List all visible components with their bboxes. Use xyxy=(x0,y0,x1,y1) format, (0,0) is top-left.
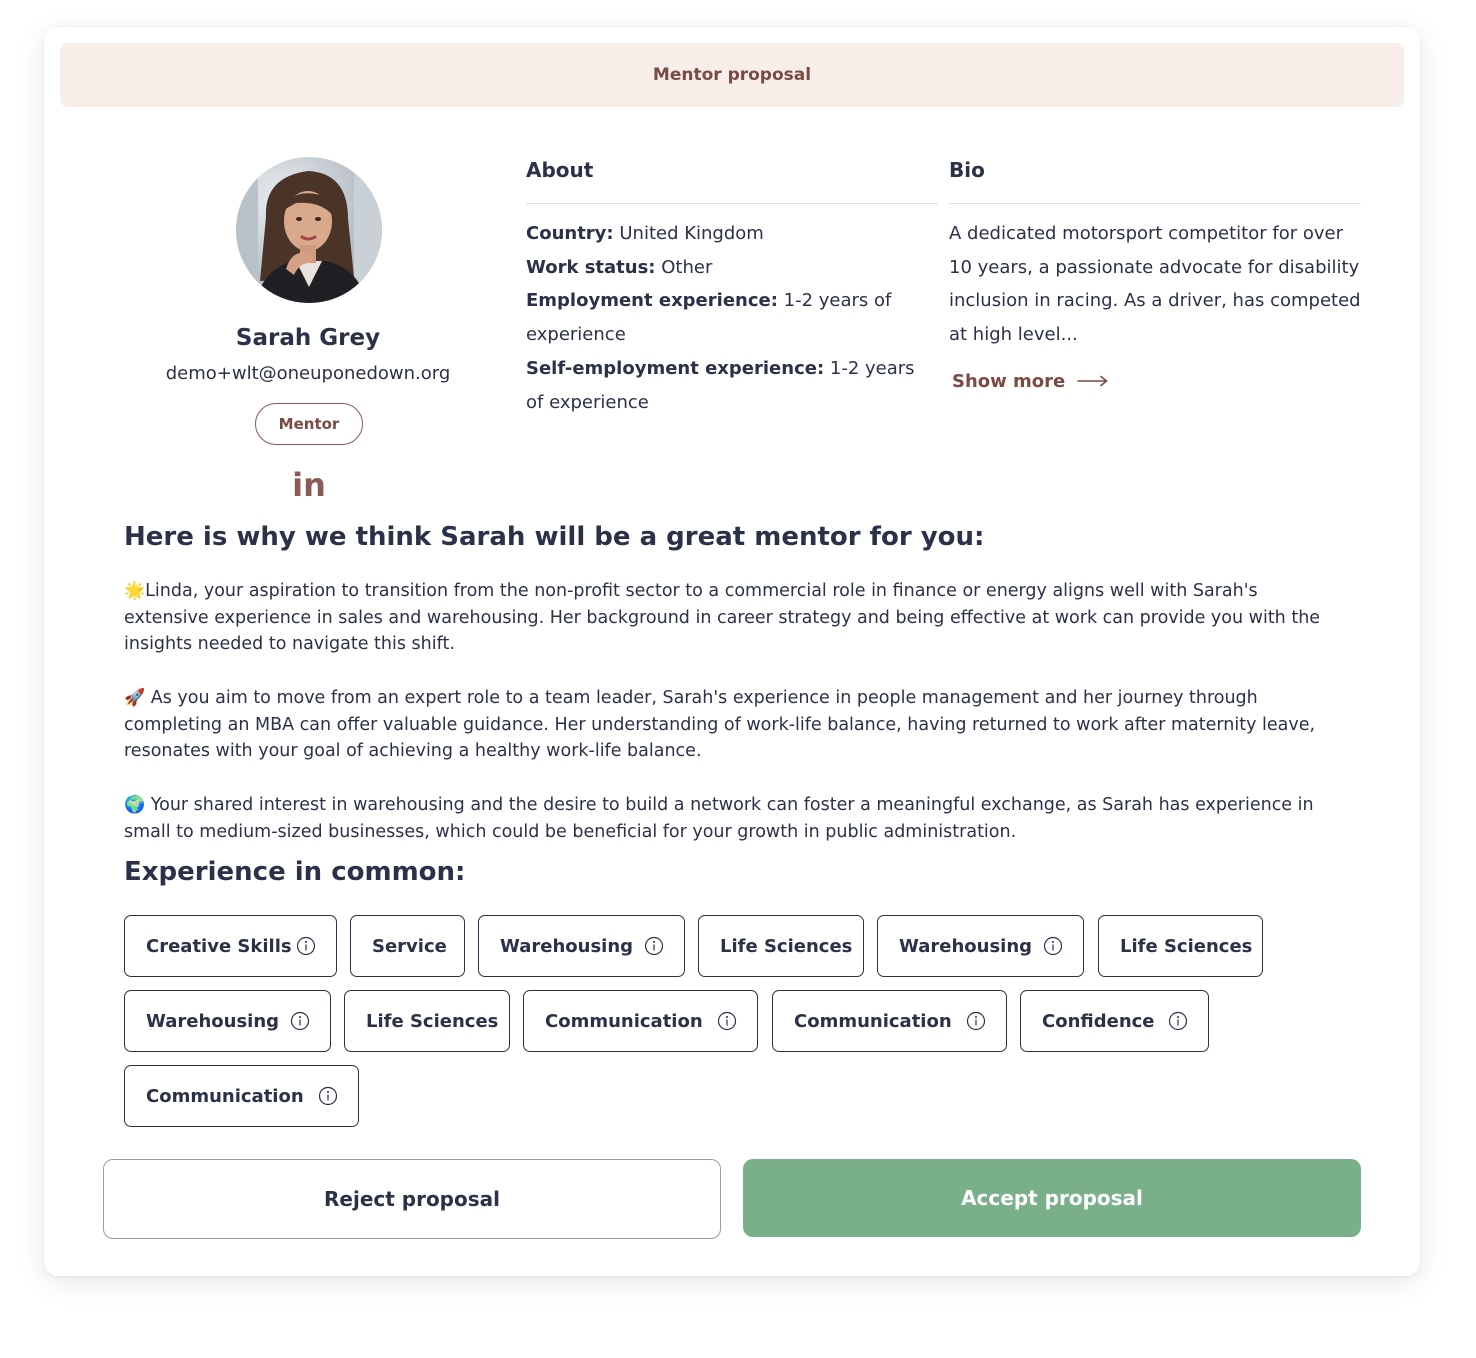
accept-proposal-button[interactable]: Accept proposal xyxy=(743,1159,1361,1237)
tag-label: Life Sciences xyxy=(720,935,853,957)
tag-label: Creative Skills xyxy=(146,935,292,957)
experience-tag[interactable] xyxy=(523,990,758,1052)
star-icon: 🌟 xyxy=(124,581,146,601)
about-details xyxy=(526,217,936,419)
experience-tag[interactable] xyxy=(877,915,1084,977)
rocket-icon: 🚀 xyxy=(124,688,146,708)
mentor-proposal-card xyxy=(44,27,1420,1276)
tag-label: Communication xyxy=(545,1010,703,1032)
experience-tag[interactable] xyxy=(772,990,1007,1052)
tag-label: Life Sciences xyxy=(366,1010,499,1032)
info-icon[interactable] xyxy=(644,936,664,956)
tag-label: Life Sciences xyxy=(1120,935,1253,957)
arrow-right-icon xyxy=(1077,375,1109,387)
experience-tag[interactable] xyxy=(1020,990,1209,1052)
experience-title: Experience in common: xyxy=(124,857,466,887)
banner-title: Mentor proposal xyxy=(60,43,1404,107)
tag-label: Service xyxy=(372,935,447,957)
experience-tag[interactable] xyxy=(124,1065,359,1127)
avatar xyxy=(236,157,382,303)
info-icon[interactable] xyxy=(318,1086,338,1106)
info-icon[interactable] xyxy=(1168,1011,1188,1031)
info-icon[interactable] xyxy=(966,1011,986,1031)
info-icon[interactable] xyxy=(296,936,316,956)
reject-proposal-button[interactable]: Reject proposal xyxy=(103,1159,721,1239)
experience-tag[interactable] xyxy=(344,990,510,1052)
experience-tag[interactable] xyxy=(1098,915,1263,977)
bio-text: A dedicated motorsport competitor for over 10 years, a passionate advocate for disability inclusion in racing. As a driver, has competed at high level... xyxy=(949,223,1361,346)
about-self-employment: Self-employment experience: 1-2 years of experience xyxy=(526,357,915,413)
experience-tag[interactable] xyxy=(698,915,864,977)
bio-divider xyxy=(949,203,1361,204)
about-employment: Employment experience: 1-2 years of experience xyxy=(526,290,892,346)
mentor-name: Sarah Grey xyxy=(235,325,381,351)
show-more-label: Show more xyxy=(952,370,1066,392)
mentor-email: demo+wlt@oneuponedown.org xyxy=(165,363,451,384)
why-paragraph: 🌟Linda, your aspiration to transition from the non-profit sector to a commercial role in finance or energy aligns well with Sarah's extensive experience in sales and warehousing. Her background in career strategy and being effective at work can provide you with the insights needed to navigate this shift. xyxy=(124,581,1321,655)
why-paragraph: 🌍 Your shared interest in warehousing and the desire to build a network can foster a meaningful exchange, as Sarah has experience in small to medium-sized businesses, which could be beneficial for your growth in public administration. xyxy=(124,795,1314,842)
about-country: Country: United Kingdom xyxy=(526,223,764,244)
info-icon[interactable] xyxy=(1043,936,1063,956)
role-badge: Mentor xyxy=(255,403,363,445)
info-icon[interactable] xyxy=(717,1011,737,1031)
tag-label: Warehousing xyxy=(146,1010,280,1032)
tag-label: Warehousing xyxy=(500,935,634,957)
experience-tag[interactable] xyxy=(124,990,331,1052)
tag-label: Communication xyxy=(146,1085,304,1107)
linkedin-icon[interactable]: in xyxy=(292,466,326,504)
about-work-status: Work status: Other xyxy=(526,256,713,278)
about-heading: About xyxy=(526,158,594,182)
globe-icon: 🌍 xyxy=(124,795,146,815)
experience-tag[interactable] xyxy=(478,915,685,977)
tag-label: Confidence xyxy=(1042,1010,1155,1032)
about-divider xyxy=(526,203,938,204)
info-icon[interactable] xyxy=(290,1011,310,1031)
experience-tag[interactable] xyxy=(124,915,337,977)
tag-label: Warehousing xyxy=(899,935,1033,957)
show-more-link[interactable] xyxy=(952,367,1109,395)
why-paragraph: 🚀 As you aim to move from an expert role to a team leader, Sarah's experience in people management and her journey through completing an MBA can offer valuable guidance. Her understanding of work-life balance, having returned to work after maternity leave, resonates with your goal of achieving a healthy work-life balance. xyxy=(124,688,1316,762)
experience-tag[interactable] xyxy=(350,915,465,977)
bio-heading: Bio xyxy=(949,158,985,182)
tag-label: Communication xyxy=(794,1010,952,1032)
why-title: Here is why we think Sarah will be a great mentor for you: xyxy=(124,522,985,552)
